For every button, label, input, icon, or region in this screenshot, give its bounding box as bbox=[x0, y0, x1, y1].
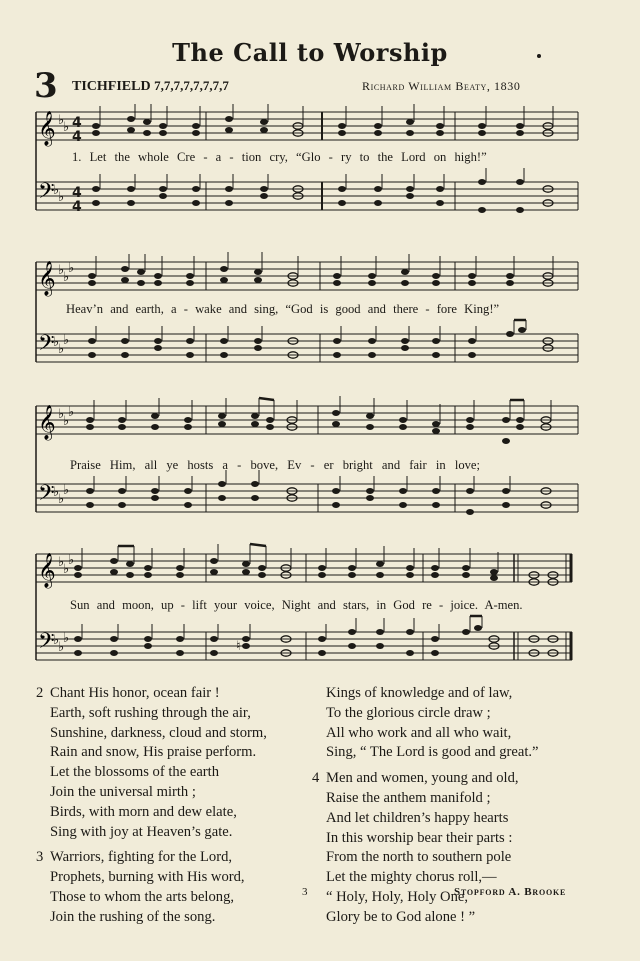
verse-3-line-4: Join the rushing of the song. bbox=[50, 908, 216, 925]
verse-3-number: 3 bbox=[36, 849, 44, 866]
page-title: The Call to Worship bbox=[172, 38, 448, 67]
svg-text:♭: ♭ bbox=[58, 262, 65, 277]
author-credit: Stopford A. Brooke bbox=[454, 886, 567, 898]
svg-text:4: 4 bbox=[72, 185, 82, 201]
svg-text:♭: ♭ bbox=[63, 413, 70, 428]
svg-text:𝄞: 𝄞 bbox=[38, 261, 56, 296]
svg-text:♭: ♭ bbox=[68, 552, 75, 567]
verse-4-line-1: Men and women, young and old, bbox=[326, 770, 519, 787]
svg-text:♭: ♭ bbox=[53, 484, 60, 499]
verse-3-line-3: Those to whom the arts belong, bbox=[50, 888, 235, 905]
svg-text:♭: ♭ bbox=[58, 554, 65, 569]
svg-text:♭: ♭ bbox=[58, 112, 65, 127]
svg-text:♮: ♮ bbox=[236, 638, 241, 653]
lyric-line-1: 1. Let the whole Cre - a - tion cry, “Glo - ry to the Lord on high!” bbox=[72, 150, 487, 164]
verse-4-line-8: Glory be to God alone ! ” bbox=[326, 908, 476, 925]
svg-text:4: 4 bbox=[72, 129, 82, 145]
svg-text:𝄢: 𝄢 bbox=[38, 331, 55, 361]
svg-text:♭: ♭ bbox=[58, 491, 65, 506]
lyric-line-2: Heav’n and earth, a - wake and sing, “God is good and there - fore King!” bbox=[66, 302, 500, 316]
svg-text:♭: ♭ bbox=[63, 482, 70, 497]
verse-4-number: 4 bbox=[312, 770, 320, 787]
svg-text:♭: ♭ bbox=[58, 189, 65, 204]
svg-text:4: 4 bbox=[72, 199, 82, 215]
tune-name: TICHFIELD bbox=[72, 79, 151, 94]
svg-text:♭: ♭ bbox=[58, 639, 65, 654]
verse-4-line-6: Let the mighty chorus roll,— bbox=[326, 869, 497, 886]
verse-2-line-8: Sing with joy at Heaven’s gate. bbox=[50, 823, 233, 840]
svg-text:𝄞: 𝄞 bbox=[38, 111, 56, 146]
hymn-number: 3 bbox=[34, 66, 58, 106]
svg-text:♭: ♭ bbox=[63, 561, 70, 576]
composer-credit: Richard William Beaty, 1830 bbox=[362, 79, 521, 93]
verse-2-line-7: Birds, with morn and dew elate, bbox=[50, 803, 237, 820]
svg-text:♭: ♭ bbox=[63, 630, 70, 645]
verse-2-line-5: Let the blossoms of the earth bbox=[50, 764, 220, 781]
verse-3-cont-line-2: To the glorious circle draw ; bbox=[326, 704, 491, 721]
svg-text:♭: ♭ bbox=[63, 269, 70, 284]
lyric-line-4: Sun and moon, up - lift your voice, Night and stars, in God re - joice. A-men. bbox=[70, 598, 523, 612]
verses-left-column bbox=[36, 684, 267, 928]
tune-heading bbox=[72, 78, 229, 95]
svg-text:♭: ♭ bbox=[68, 404, 75, 419]
svg-text:♭: ♭ bbox=[63, 332, 70, 347]
svg-text:♭: ♭ bbox=[58, 341, 65, 356]
verse-3-cont-line-4: Sing, “ The Lord is good and great.” bbox=[326, 744, 539, 761]
verse-4-line-4: In this worship bear their parts : bbox=[326, 829, 513, 846]
verse-4-line-5: From the north to southern pole bbox=[326, 849, 512, 866]
lyric-line-3: Praise Him, all ye hosts a - bove, Ev - er bright and fair in love; bbox=[70, 458, 481, 472]
verse-4-line-3: And let children’s happy hearts bbox=[326, 809, 509, 826]
svg-text:♭: ♭ bbox=[53, 334, 60, 349]
verse-4-line-2: Raise the anthem manifold ; bbox=[326, 789, 491, 806]
verse-3-cont-line-3: All who work and all who wait, bbox=[326, 724, 512, 741]
verse-3-cont-line-1: Kings of knowledge and of law, bbox=[326, 685, 513, 701]
verse-3-line-1: Warriors, fighting for the Lord, bbox=[50, 849, 233, 866]
svg-text:♭: ♭ bbox=[53, 632, 60, 647]
verse-2-line-4: Rain and snow, His praise perform. bbox=[50, 744, 257, 761]
svg-text:𝄢: 𝄢 bbox=[38, 481, 55, 511]
verse-2-line-2: Earth, soft rushing through the air, bbox=[50, 704, 251, 721]
verse-2-line-3: Sunshine, darkness, cloud and storm, bbox=[50, 724, 267, 741]
meter: 7,7,7,7,7,7,7,7 bbox=[154, 78, 229, 93]
svg-text:𝄞: 𝄞 bbox=[38, 553, 56, 588]
svg-text:4: 4 bbox=[72, 115, 82, 131]
svg-text:♭: ♭ bbox=[68, 260, 75, 275]
page-number: 3 bbox=[302, 886, 308, 898]
verse-2-line-6: Join the universal mirth ; bbox=[50, 783, 196, 800]
svg-text:𝄞: 𝄞 bbox=[38, 405, 56, 440]
svg-text:♭: ♭ bbox=[58, 406, 65, 421]
verse-2-number: 2 bbox=[36, 685, 44, 701]
svg-text:𝄢: 𝄢 bbox=[38, 629, 55, 659]
verse-2-line-1: Chant His honor, ocean fair ! bbox=[50, 685, 220, 701]
svg-text:♭: ♭ bbox=[53, 182, 60, 197]
verse-4-line-7: “ Holy, Holy, Holy One, bbox=[326, 888, 468, 905]
svg-text:♭: ♭ bbox=[63, 119, 70, 134]
verse-3-line-2: Prophets, burning with His word, bbox=[50, 869, 245, 886]
svg-text:𝄢: 𝄢 bbox=[38, 179, 55, 209]
decorative-dot bbox=[537, 54, 541, 58]
